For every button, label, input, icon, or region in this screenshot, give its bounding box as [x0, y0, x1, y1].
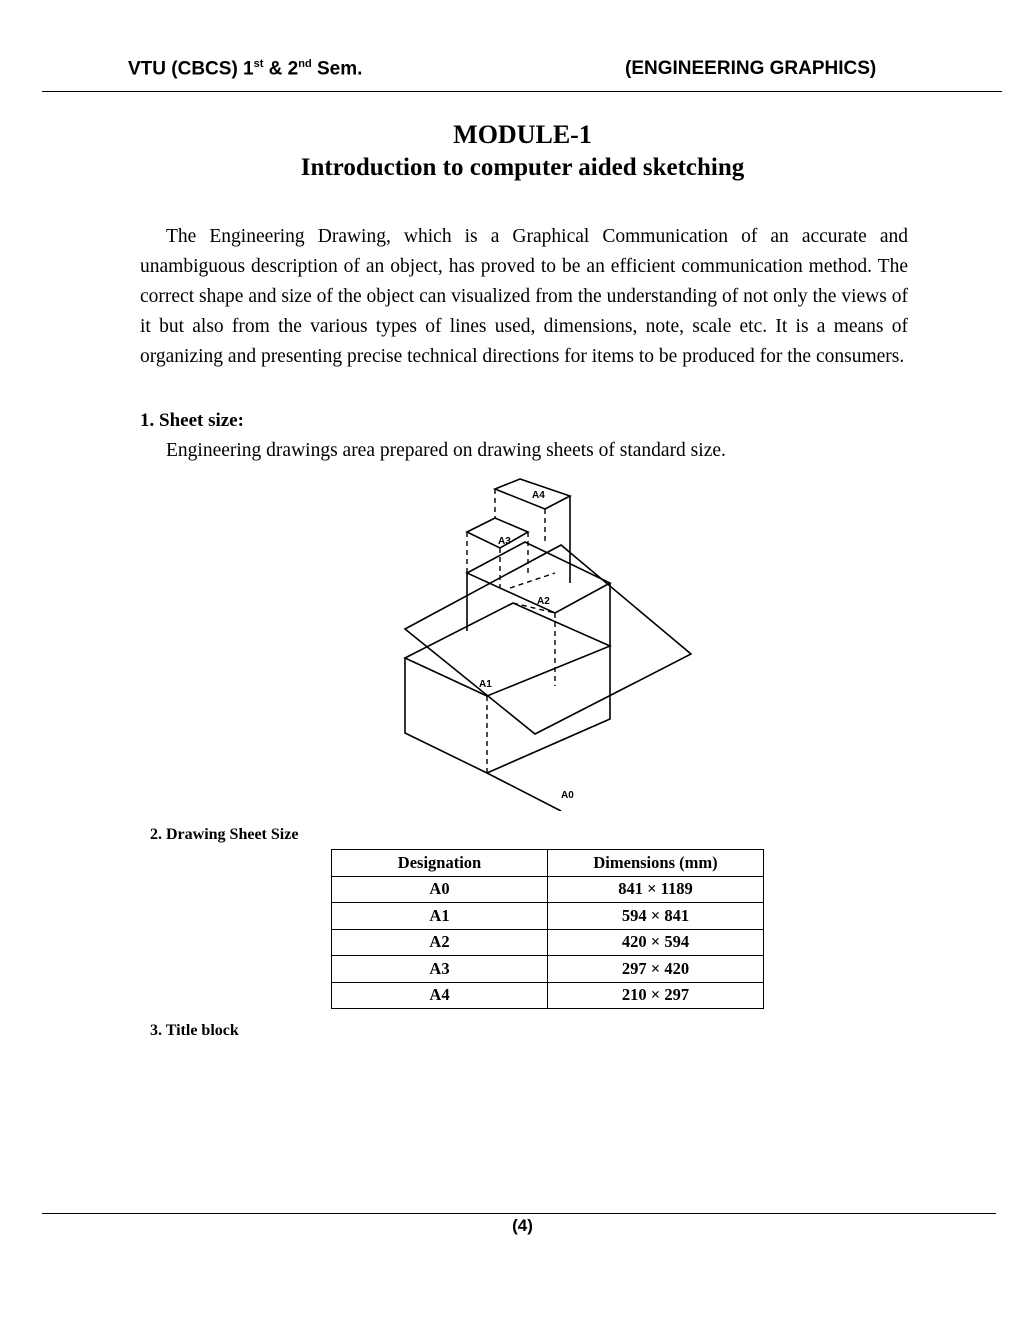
sheet-size-table [331, 849, 764, 1009]
module-subtitle: Introduction to computer aided sketching [300, 154, 745, 181]
header-right: (ENGINEERING GRAPHICS) [625, 58, 877, 79]
section-sheet-size-text: Engineering drawings area prepared on drawing sheets of standard size. [166, 440, 726, 461]
table-row [332, 903, 764, 930]
base-edge [487, 773, 561, 811]
table-cell: 841 × 1189 [548, 876, 764, 903]
label-a4: A4 [532, 490, 545, 501]
label-a1: A1 [479, 679, 492, 690]
table-cell: 594 × 841 [548, 903, 764, 930]
table-row [332, 929, 764, 956]
section-sheet-size-heading: 1. Sheet size: [140, 410, 244, 431]
base-outline [405, 646, 610, 773]
table-cell: 420 × 594 [548, 929, 764, 956]
table-cell: A3 [332, 956, 548, 983]
footer-rule [42, 1213, 996, 1214]
table-header-row [332, 850, 764, 877]
header-left: VTU (CBCS) 1st & 2nd Sem. [128, 58, 363, 80]
sheet-size-diagram [395, 476, 695, 811]
label-a3: A3 [498, 536, 511, 547]
label-a0: A0 [561, 790, 574, 801]
table-cell: A4 [332, 982, 548, 1009]
page-number: (4) [512, 1216, 533, 1235]
table-cell: A0 [332, 876, 548, 903]
column-header: Designation [332, 850, 548, 877]
table-cell: A2 [332, 929, 548, 956]
header-rule [42, 91, 1002, 92]
label-a2: A2 [537, 596, 550, 607]
table-row [332, 876, 764, 903]
table-row [332, 956, 764, 983]
module-title: MODULE-1 [453, 120, 592, 149]
table-cell: A1 [332, 903, 548, 930]
table-cell: 297 × 420 [548, 956, 764, 983]
intro-paragraph: The Engineering Drawing, which is a Graphical Communication of an accurate and unambiguous description of an object, has proved to be an efficient communication method. The correct shape and size of the object can visualized from the understanding of not only the views of it but also from the various types of lines used, dimensions, note, scale etc. It is a means of organizing and presenting precise technical directions for items to be produced for the consumers. [140, 226, 908, 367]
table-row [332, 982, 764, 1009]
section-title-block-heading: 3. Title block [150, 1022, 239, 1039]
table-cell: 210 × 297 [548, 982, 764, 1009]
column-header: Dimensions (mm) [548, 850, 764, 877]
sheet-a0-outline [405, 545, 691, 734]
sheet-a1-outline [405, 603, 610, 696]
section-drawing-sheet-size-heading: 2. Drawing Sheet Size [150, 826, 299, 843]
